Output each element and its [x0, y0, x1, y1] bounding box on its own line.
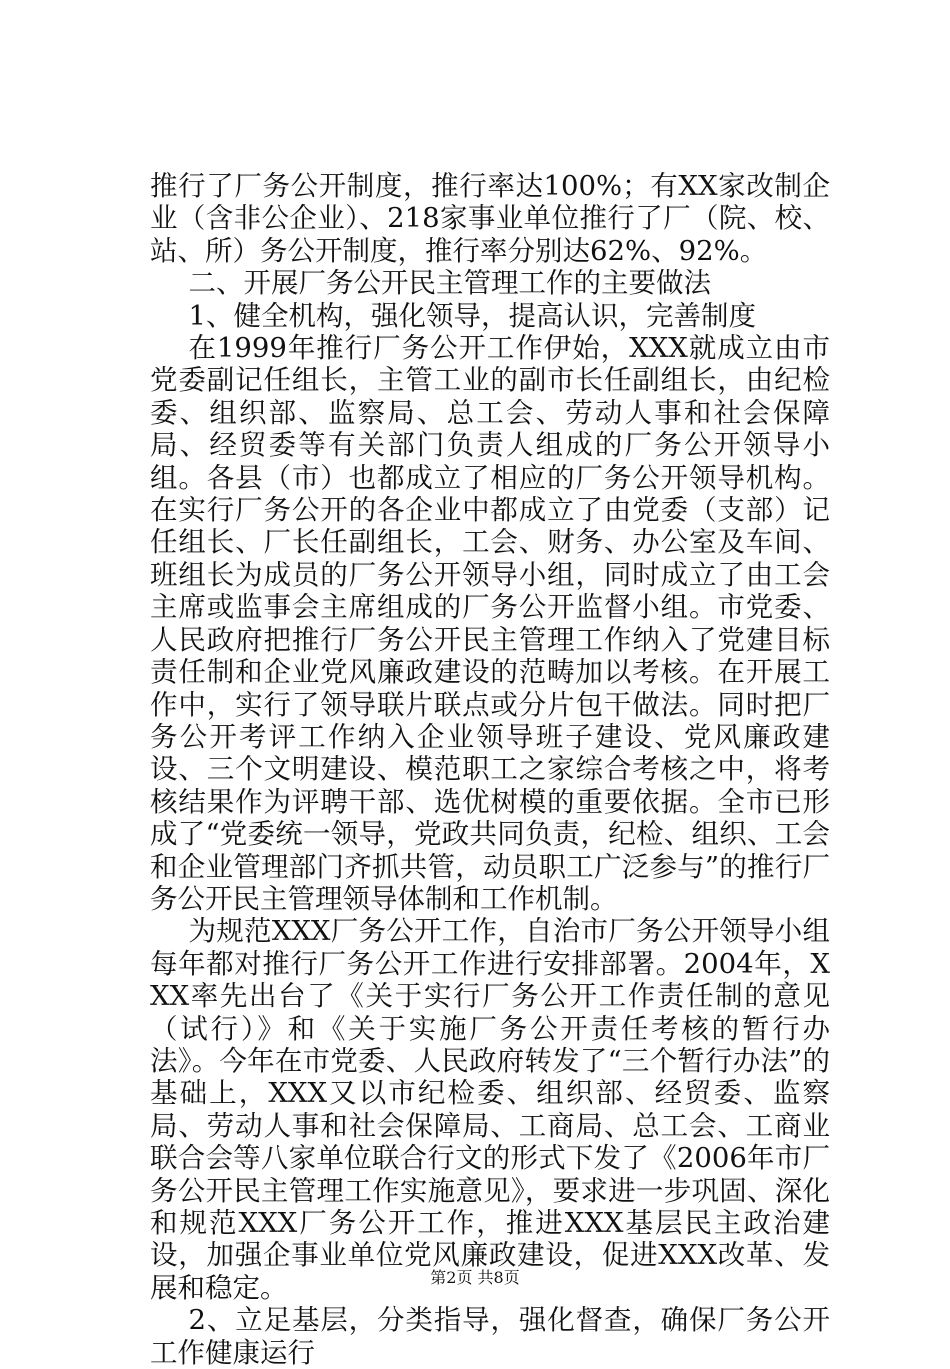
paragraph-adoption-rates: 推行了厂务公开制度，推行率达100%；有XX家改制企业（含非公企业）、218家事业单位推行了厂（院、校、站、所）务公开制度，推行率分别达62%、92%。 — [150, 170, 830, 267]
page-footer: 第2页 共8页 — [430, 1268, 520, 1287]
subheading-organization-leadership: 1、健全机构，强化领导，提高认识，完善制度 — [188, 299, 756, 332]
section-heading-main-practices: 二、开展厂务公开民主管理工作的主要做法 — [188, 267, 711, 300]
paragraph-standardization: 为规范XXX厂务公开工作，自治市厂务公开领导小组每年都对推行厂务公开工作进行安排部署。2004年，XXX率先出台了《关于实行厂务公开工作责任制的意见（试行）》和《关于实施厂务公开责任考核的暂行办法》。今年在市党委、人民政府转发了“三个暂行办法”的基础上，XXX又以市纪检委、组织部、经贸委、监察局、劳动人事和社会保障局、工商局、总工会、工商业联合会等八家单位联合行文的形式下发了《2006年市厂务公开民主管理工作实施意见》，要求进一步巩固、深化和规范XXX厂务公开工作，推进XXX基层民主政治建设，加强企事业单位党风廉政建设，促进XXX改革、发展和稳定。 — [150, 915, 830, 1304]
paragraph-leadership-groups: 在1999年推行厂务公开工作伊始，XXX就成立由市党委副记任组长，主管工业的副市长任副组长，由纪检委、组织部、监察局、总工会、劳动人事和社会保障局、经贸委等有关部门负责人组成的厂务公开领导小组。各县（市）也都成立了相应的厂务公开领导机构。在实行厂务公开的各企业中都成立了由党委（支部）记任组长、厂长任副组长，工会、财务、办公室及车间、班组长为成员的厂务公开领导小组，同时成立了由工会主席或监事会主席组成的厂务公开监督小组。市党委、人民政府把推行厂务公开民主管理工作纳入了党建目标责任制和企业党风廉政建设的范畴加以考核。在开展工作中，实行了领导联片联点或分片包干做法。同时把厂务公开考评工作纳入企业领导班子建设、党风廉政建设、三个文明建设、模范职工之家综合考核之中，将考核结果作为评聘干部、选优树模的重要依据。全市已形成了“党委统一领导，党政共同负责，纪检、组织、工会和企业管理部门齐抓共管，动员职工广泛参与”的推行厂务公开民主管理领导体制和工作机制。 — [150, 332, 830, 915]
subheading-grassroots-guidance: 2、立足基层，分类指导，强化督查，确保厂务公开工作健康运行 — [150, 1304, 830, 1369]
document-body — [150, 170, 830, 1369]
